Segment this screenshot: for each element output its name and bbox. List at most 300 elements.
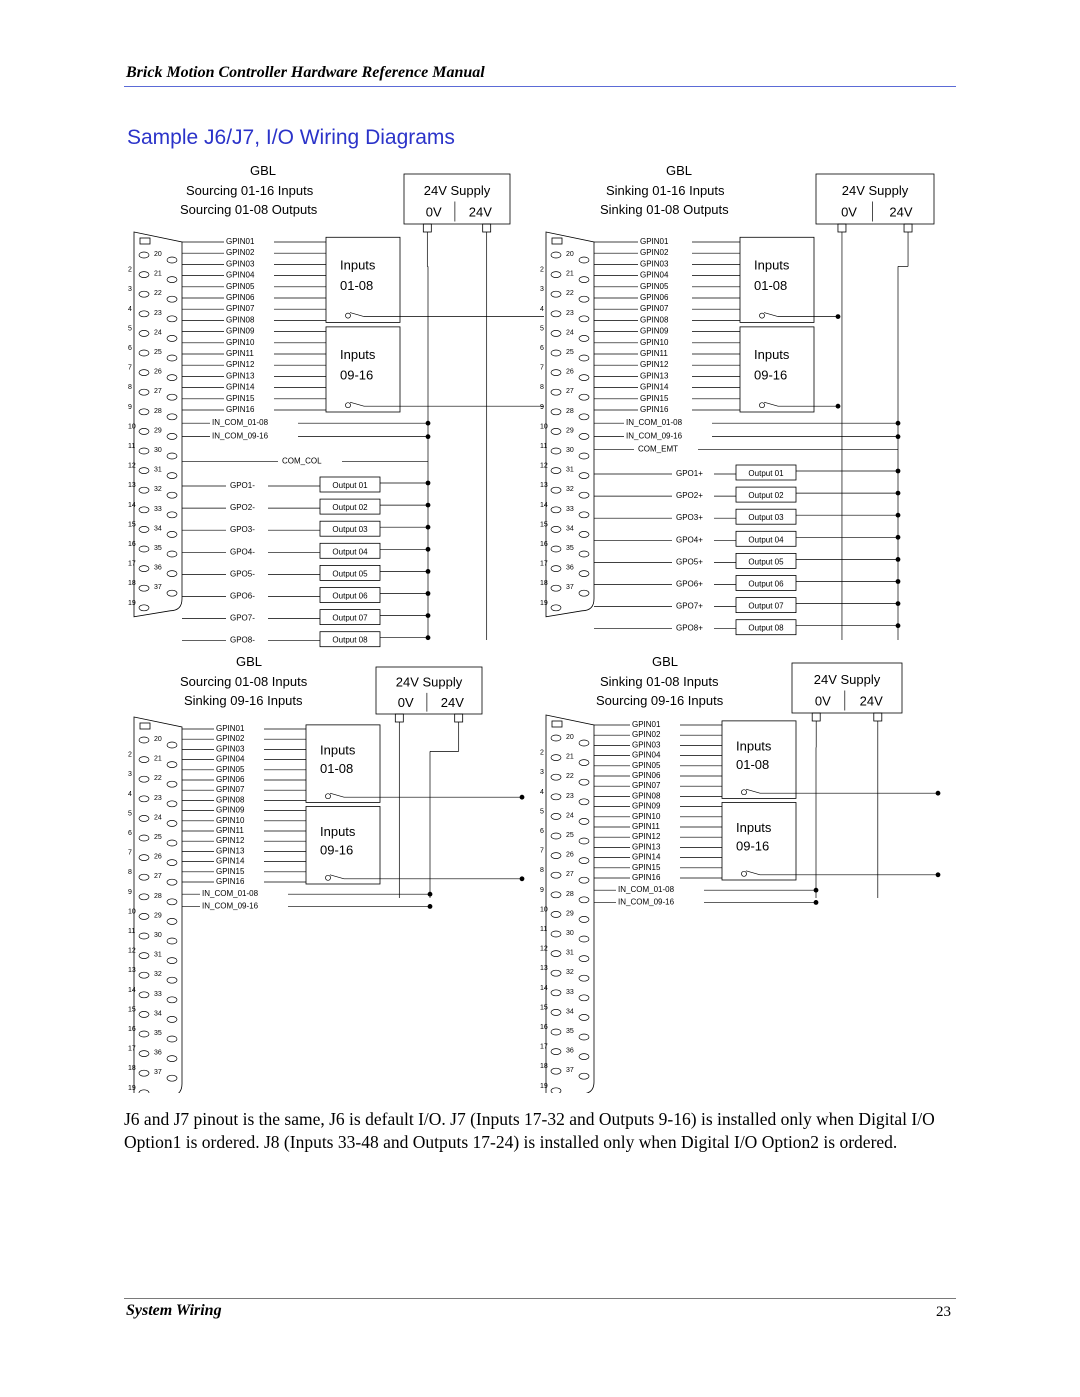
gpin-label: GPIN06 <box>640 293 669 302</box>
inputs-label: Inputs <box>736 738 772 754</box>
connector-pin-number: 19 <box>540 599 548 607</box>
terminal-24v-icon <box>483 224 491 232</box>
connector-pin-number: 21 <box>154 270 162 278</box>
connector-pin-number: 32 <box>566 486 574 494</box>
gpin-label: GPIN08 <box>226 315 255 325</box>
page-number: 23 <box>936 1304 951 1320</box>
incom-09-16-label: IN_COM_09-16 <box>212 431 269 441</box>
connector-pin-hole <box>139 1051 149 1057</box>
connector-pin-hole <box>579 936 589 942</box>
connector-pin-number: 8 <box>540 384 544 392</box>
connector-pin-number: 8 <box>128 869 132 877</box>
connector-pin-number: 24 <box>566 812 574 820</box>
connector-pin-number: 12 <box>128 462 136 470</box>
connector-pin-hole <box>551 350 561 356</box>
output-label: Output 05 <box>748 557 784 567</box>
output-label: Output 06 <box>748 579 784 589</box>
supply-box <box>792 663 902 713</box>
connector-pin-hole <box>139 409 149 415</box>
supply-box <box>816 174 934 224</box>
connector-pin-hole <box>579 394 589 400</box>
switch-arm <box>746 871 760 875</box>
connector-pin-number: 5 <box>540 325 544 333</box>
connector-pin-number: 18 <box>128 1065 136 1073</box>
pinout-note: J6 and J7 pinout is the same, J6 is default I/O. J7 (Inputs 17-32 and Outputs 9-16) is installed only when Digital I/O Option1 is ordered. J8 (Inputs 33-48 and Outputs 17-24) is installed only when Digital I/O Option2 is ordered. <box>124 1109 935 1152</box>
connector-pin-number: 21 <box>566 270 574 278</box>
gpin-label: GPIN10 <box>226 337 255 347</box>
connector-pin-number: 2 <box>128 751 132 759</box>
connector-pin-hole <box>139 953 149 959</box>
connector-pin-number: 21 <box>566 753 574 761</box>
gpin-label: GPIN02 <box>226 248 255 258</box>
connector-pin-hole <box>579 433 589 439</box>
connector-pin-number: 2 <box>128 266 132 274</box>
connector-pin-number: 31 <box>566 466 574 474</box>
connector-pin-number: 15 <box>128 521 136 529</box>
connector-pin-number: 24 <box>154 329 162 337</box>
connector-pin-hole <box>551 911 561 917</box>
connector-pin-number: 6 <box>128 830 132 837</box>
gpin-label: GPIN15 <box>226 393 255 403</box>
connector-pin-hole <box>167 840 177 846</box>
connector-pin-number: 17 <box>540 560 548 568</box>
connector-pin-hole <box>551 951 561 957</box>
connector-pin-hole <box>579 1073 589 1079</box>
connector-pin-hole <box>551 428 561 434</box>
gpin-label: GPIN11 <box>226 349 254 358</box>
gpin-label: GPIN02 <box>640 248 669 258</box>
gpin-label: GPIN10 <box>632 811 661 821</box>
terminal-24v-icon <box>904 224 912 232</box>
gpin-label: GPIN08 <box>216 795 245 805</box>
connector-pin-hole <box>139 1090 149 1093</box>
connector-pin-hole <box>167 551 177 557</box>
diagram-sinking-inputs-outputs <box>540 160 960 655</box>
connector-pin-hole <box>551 448 561 454</box>
connector-pin-hole <box>139 272 149 278</box>
connector-pin-hole <box>139 605 149 611</box>
output-label: Output 04 <box>332 547 368 557</box>
supply-24v: 24V <box>440 694 464 710</box>
connector-pin-number: 27 <box>566 871 574 879</box>
connector-pin-hole <box>167 512 177 518</box>
connector-pin-number: 34 <box>154 525 162 533</box>
switch-contact-icon <box>326 794 331 799</box>
junction-dot <box>896 557 901 562</box>
gpin-label: GPIN06 <box>226 293 255 302</box>
gpin-label: GPIN05 <box>632 760 661 770</box>
junction-dot <box>426 613 431 618</box>
diagram-sourcing-inputs-outputs <box>124 160 544 655</box>
connector-pin-number: 25 <box>154 834 162 841</box>
gpin-label: GPIN10 <box>640 337 669 347</box>
inputs-range-01-08: 01-08 <box>340 278 374 294</box>
connector-pin-hole <box>167 1056 177 1062</box>
output-label: Output 02 <box>748 491 784 501</box>
connector-pin-hole <box>167 394 177 400</box>
connector-pin-hole <box>551 813 561 819</box>
connector-pin-hole <box>579 375 589 381</box>
connector-pin-hole <box>551 311 561 317</box>
wiring-diagram-svg <box>540 653 960 1093</box>
connector-pin-hole <box>579 799 589 805</box>
gpin-label: GPIN09 <box>226 326 255 336</box>
gpo-label: GPO8+ <box>676 623 703 633</box>
connector-pin-number: 9 <box>540 403 544 411</box>
connector-pin-number: 32 <box>154 971 162 979</box>
output-label: Output 03 <box>332 525 368 535</box>
connector-pin-hole <box>551 774 561 780</box>
connector-pin-number: 28 <box>154 892 162 900</box>
connector-pin-hole <box>551 892 561 898</box>
gpin-label: GPIN05 <box>216 764 245 774</box>
gpin-label: GPIN04 <box>226 270 255 280</box>
gpo-label: GPO3- <box>230 525 255 535</box>
connector-pin-hole <box>139 757 149 763</box>
connector-pin-number: 16 <box>540 1024 548 1031</box>
gpin-label: GPIN16 <box>216 877 245 886</box>
connector-pin-hole <box>579 975 589 981</box>
connector-pin-hole <box>551 1088 561 1093</box>
connector-pin-hole <box>139 1031 149 1037</box>
connector-pin-number: 11 <box>128 443 136 450</box>
incom-01-08-label: IN_COM_01-08 <box>626 418 683 428</box>
inputs-label: Inputs <box>736 819 772 835</box>
connector-pin-hole <box>579 453 589 459</box>
connector-pin-hole <box>579 257 589 263</box>
gpin-label: GPIN12 <box>226 360 255 370</box>
switch-contact-icon <box>760 403 765 408</box>
gpin-label: GPIN08 <box>632 791 661 801</box>
connector-pin-number: 4 <box>540 788 544 796</box>
connector-pin-hole <box>167 820 177 826</box>
gbl-label: GBL <box>250 163 277 178</box>
incom-01-08-label: IN_COM_01-08 <box>618 885 675 895</box>
connector-pin-number: 2 <box>540 749 544 757</box>
connector-pin-number: 8 <box>540 867 544 875</box>
connector-pin-number: 9 <box>128 403 132 411</box>
connector-pin-number: 27 <box>566 388 574 396</box>
terminal-24v-icon <box>455 714 463 722</box>
gpin-label: GPIN14 <box>640 382 669 392</box>
connector-pin-hole <box>167 375 177 381</box>
connector-pin-hole <box>139 913 149 919</box>
connector-pin-number: 20 <box>566 251 574 258</box>
incom-01-08-label: IN_COM_01-08 <box>212 418 269 428</box>
connector-pin-number: 33 <box>566 988 574 996</box>
pin1-marker-icon <box>552 721 562 727</box>
connector-pin-number: 15 <box>128 1006 136 1014</box>
gpin-label: GPIN06 <box>632 771 661 780</box>
connector-pin-number: 14 <box>540 984 548 992</box>
connector-pin-number: 16 <box>540 541 548 548</box>
connector-pin-hole <box>167 571 177 577</box>
connector-pin-hole <box>139 546 149 552</box>
connector-pin-number: 5 <box>128 810 132 818</box>
connector-pin-hole <box>167 918 177 924</box>
connector-pin-number: 35 <box>566 545 574 552</box>
connector-pin-hole <box>579 355 589 361</box>
connector-pin-hole <box>167 433 177 439</box>
gpin-label: GPIN02 <box>632 730 661 740</box>
connector-pin-hole <box>167 414 177 420</box>
junction-dot <box>896 491 901 496</box>
connector-pin-number: 37 <box>154 584 162 592</box>
gpin-label: GPIN11 <box>216 826 244 835</box>
connector-pin-hole <box>579 956 589 962</box>
com-label: COM_COL <box>282 456 322 466</box>
footer-section: System Wiring <box>126 1302 222 1319</box>
connector-pin-hole <box>551 605 561 611</box>
supply-0v: 0V <box>397 694 414 710</box>
connector-pin-number: 12 <box>540 945 548 953</box>
gpin-label: GPIN04 <box>632 750 661 760</box>
connector-pin-hole <box>167 335 177 341</box>
connector-pin-hole <box>167 453 177 459</box>
connector-pin-number: 30 <box>154 932 162 939</box>
connector-pin-number: 21 <box>154 755 162 763</box>
connector-pin-number: 5 <box>540 808 544 816</box>
config-line-2: Sourcing 01-08 Outputs <box>180 202 318 217</box>
connector-pin-hole <box>167 938 177 944</box>
gbl-label: GBL <box>652 654 679 669</box>
connector-pin-hole <box>139 1011 149 1017</box>
connector-pin-hole <box>139 291 149 297</box>
connector-pin-number: 11 <box>540 926 548 933</box>
connector-pin-number: 7 <box>540 364 544 372</box>
output-label: Output 07 <box>748 601 784 611</box>
connector-pin-hole <box>551 546 561 552</box>
junction-dot <box>896 601 901 606</box>
config-line-2: Sinking 01-08 Outputs <box>600 202 729 217</box>
switch-contact-icon <box>346 403 351 408</box>
connector-pin-hole <box>551 526 561 532</box>
switch-contact-icon <box>760 313 765 318</box>
connector-pin-number: 18 <box>128 580 136 588</box>
switch-arm <box>350 402 364 406</box>
gpo-label: GPO2- <box>230 503 255 513</box>
terminal-24v-icon <box>874 713 882 721</box>
connector-pin-number: 13 <box>128 482 136 490</box>
gpin-label: GPIN13 <box>632 842 661 852</box>
output-label: Output 02 <box>332 503 368 513</box>
junction-dot <box>896 579 901 584</box>
connector-pin-hole <box>551 272 561 278</box>
output-label: Output 01 <box>332 481 368 490</box>
switch-contact-icon <box>326 875 331 880</box>
terminal-0v-icon <box>423 224 431 232</box>
connector-pin-hole <box>139 468 149 474</box>
connector-pin-hole <box>167 1016 177 1022</box>
connector-pin-hole <box>579 492 589 498</box>
connector-pin-number: 3 <box>128 286 132 294</box>
connector-pin-hole <box>139 350 149 356</box>
switch-arm <box>350 313 364 317</box>
gpin-label: GPIN05 <box>640 281 669 291</box>
gpo-label: GPO6- <box>230 591 255 601</box>
connector-pin-hole <box>139 796 149 802</box>
gpin-label: GPIN13 <box>640 371 669 381</box>
junction-dot <box>426 481 431 486</box>
connector-pin-number: 11 <box>540 443 548 450</box>
connector-pin-hole <box>167 257 177 263</box>
connector-pin-number: 36 <box>566 1047 574 1055</box>
connector-pin-hole <box>579 316 589 322</box>
connector-pin-number: 35 <box>154 545 162 552</box>
connector-pin-hole <box>579 296 589 302</box>
connector-pin-number: 22 <box>566 290 574 298</box>
connector-pin-number: 25 <box>566 832 574 839</box>
connector-pin-number: 31 <box>154 951 162 959</box>
inputs-range-09-16: 09-16 <box>320 842 354 858</box>
gpin-label: GPIN12 <box>632 832 661 842</box>
connector-pin-hole <box>551 833 561 839</box>
connector-pin-hole <box>167 531 177 537</box>
connector-pin-hole <box>579 531 589 537</box>
db37-connector-shell <box>546 715 594 1093</box>
connector-pin-hole <box>139 389 149 395</box>
connector-pin-number: 30 <box>566 447 574 454</box>
gpin-label: GPIN07 <box>640 304 669 314</box>
connector-pin-hole <box>579 277 589 283</box>
connector-pin-number: 10 <box>540 423 548 431</box>
connector-pin-number: 14 <box>128 501 136 509</box>
gpin-label: GPIN16 <box>640 405 669 414</box>
output-label: Output 06 <box>332 591 368 601</box>
connector-pin-number: 34 <box>154 1010 162 1018</box>
inputs-label: Inputs <box>340 347 376 363</box>
connector-pin-number: 13 <box>128 967 136 975</box>
connector-pin-hole <box>139 507 149 513</box>
connector-pin-number: 22 <box>566 773 574 781</box>
connector-pin-number: 28 <box>566 407 574 415</box>
gpo-label: GPO8- <box>230 635 255 645</box>
connector-pin-hole <box>167 590 177 596</box>
pin1-marker-icon <box>140 238 150 244</box>
gpo-label: GPO5- <box>230 569 255 579</box>
gpin-label: GPIN04 <box>216 754 245 764</box>
supply-0v: 0V <box>841 204 857 220</box>
connector-pin-hole <box>139 855 149 861</box>
supply-label: 24V Supply <box>841 183 909 198</box>
gpin-label: GPIN16 <box>632 873 661 882</box>
config-line-1: Sourcing 01-08 Inputs <box>180 674 308 689</box>
connector-pin-hole <box>551 931 561 937</box>
connector-pin-hole <box>551 370 561 376</box>
connector-pin-number: 34 <box>566 1008 574 1016</box>
connector-pin-hole <box>139 428 149 434</box>
junction-dot <box>426 503 431 508</box>
connector-pin-hole <box>139 526 149 532</box>
connector-pin-number: 37 <box>566 1067 574 1075</box>
connector-pin-hole <box>139 1070 149 1076</box>
connector-pin-hole <box>579 877 589 883</box>
connector-pin-number: 28 <box>566 890 574 898</box>
connector-pin-number: 23 <box>566 309 574 317</box>
gpin-label: GPIN14 <box>226 382 255 392</box>
connector-pin-hole <box>139 566 149 572</box>
connector-pin-hole <box>551 735 561 741</box>
connector-pin-hole <box>167 355 177 361</box>
gpin-label: GPIN08 <box>640 315 669 325</box>
junction-dot <box>426 547 431 552</box>
connector-pin-number: 27 <box>154 388 162 396</box>
gpo-label: GPO2+ <box>676 491 703 501</box>
output-label: Output 04 <box>748 535 784 545</box>
gpo-label: GPO1- <box>230 481 255 490</box>
incom-01-08-label: IN_COM_01-08 <box>202 889 259 899</box>
connector-pin-number: 37 <box>566 584 574 592</box>
junction-dot <box>428 904 433 909</box>
connector-pin-number: 12 <box>540 462 548 470</box>
connector-pin-hole <box>167 742 177 748</box>
connector-pin-hole <box>551 252 561 258</box>
connector-pin-number: 35 <box>566 1028 574 1035</box>
connector-pin-number: 37 <box>154 1069 162 1077</box>
diagram-sourcing-sinking-inputs <box>124 653 544 1098</box>
connector-pin-number: 23 <box>154 309 162 317</box>
terminal-0v-icon <box>812 713 820 721</box>
gpin-label: GPIN09 <box>216 805 245 815</box>
gpo-label: GPO5+ <box>676 557 703 567</box>
connector-pin-number: 4 <box>540 305 544 313</box>
connector-pin-hole <box>167 1036 177 1042</box>
junction-dot <box>426 569 431 574</box>
gpin-label: GPIN01 <box>226 237 255 246</box>
gpin-label: GPIN07 <box>226 304 255 314</box>
connector-pin-hole <box>579 858 589 864</box>
gpo-label: GPO3+ <box>676 513 703 523</box>
connector-pin-hole <box>167 781 177 787</box>
connector-pin-number: 22 <box>154 775 162 783</box>
connector-pin-number: 4 <box>128 790 132 798</box>
connector-pin-hole <box>551 487 561 493</box>
connector-pin-hole <box>551 872 561 878</box>
gpin-label: GPIN13 <box>216 846 245 856</box>
output-label: Output 08 <box>748 623 784 633</box>
connector-pin-hole <box>167 977 177 983</box>
connector-pin-number: 16 <box>128 1026 136 1033</box>
connector-pin-hole <box>579 740 589 746</box>
connector-pin-number: 33 <box>154 990 162 998</box>
manual-title: Brick Motion Controller Hardware Reference Manual <box>126 64 485 81</box>
switch-contact-icon <box>742 871 747 876</box>
footer-rule <box>124 1298 956 1299</box>
connector-pin-hole <box>579 897 589 903</box>
connector-pin-number: 31 <box>566 949 574 957</box>
section-title: Sample J6/J7, I/O Wiring Diagrams <box>127 126 455 149</box>
switch-arm <box>330 875 344 879</box>
config-line-2: Sinking 09-16 Inputs <box>184 693 303 708</box>
switch-arm <box>746 789 760 793</box>
connector-pin-number: 15 <box>540 521 548 529</box>
connector-pin-hole <box>551 990 561 996</box>
inputs-range-01-08: 01-08 <box>320 760 354 776</box>
inputs-label: Inputs <box>340 257 376 273</box>
gpin-label: GPIN13 <box>226 371 255 381</box>
connector-pin-hole <box>139 737 149 743</box>
connector-pin-hole <box>139 835 149 841</box>
connector-pin-hole <box>167 879 177 885</box>
gpo-label: GPO4- <box>230 547 255 557</box>
connector-pin-hole <box>139 894 149 900</box>
config-line-2: Sourcing 09-16 Inputs <box>596 693 724 708</box>
connector-pin-hole <box>167 762 177 768</box>
switch-contact-icon <box>346 313 351 318</box>
connector-pin-number: 34 <box>566 525 574 533</box>
output-label: Output 07 <box>332 613 368 623</box>
connector-pin-hole <box>579 1034 589 1040</box>
